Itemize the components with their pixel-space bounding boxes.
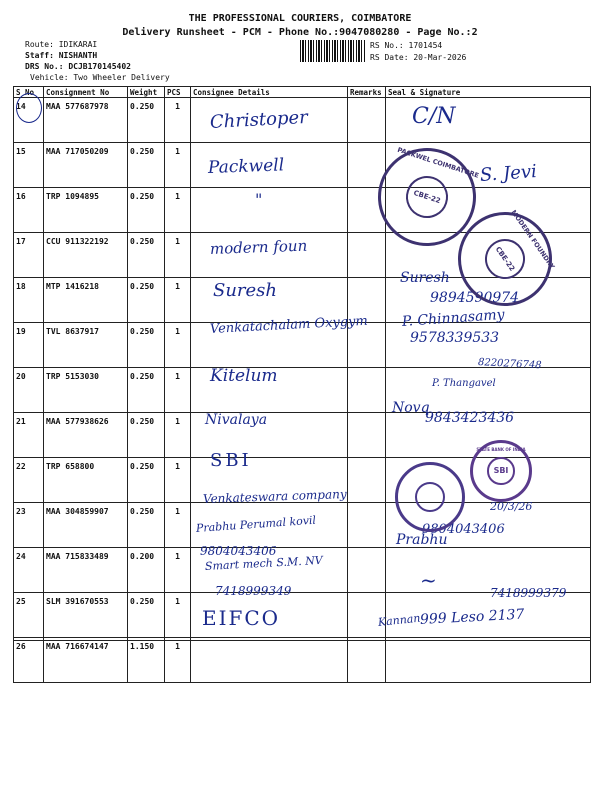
remarks-cell <box>348 233 386 278</box>
round-seal-center <box>415 482 446 513</box>
staff-label: Staff: NISHANTH <box>25 51 98 60</box>
consignment-cell: MAA 715833489 <box>44 548 128 593</box>
consignment-cell: CCU 911322192 <box>44 233 128 278</box>
sno-cell: 18 <box>14 278 44 323</box>
hw-r26-sign: Kannan <box>377 611 422 629</box>
vehicle-label: Vehicle: Two Wheeler Delivery <box>30 73 170 82</box>
company-title: THE PROFESSIONAL COURIERS, COIMBATORE <box>188 13 412 24</box>
consignment-cell: MTP 1416218 <box>44 278 128 323</box>
weight-cell: 0.250 <box>128 368 165 413</box>
remarks-cell <box>348 638 386 683</box>
sbi-stamp-ring: STATE BANK OF INDIA <box>476 447 526 452</box>
remarks-cell <box>348 413 386 458</box>
consignee-cell <box>191 638 348 683</box>
consignment-cell: MAA 577938626 <box>44 413 128 458</box>
sno-cell: 24 <box>14 548 44 593</box>
hw-r24-consignee: Prabhu Perumal kovil <box>195 513 317 535</box>
hw-r24-phone: 9804043406 <box>200 544 277 558</box>
hw-r25-phone: 7418999349 <box>215 584 292 598</box>
hw-r22-consignee: SBI <box>210 450 252 471</box>
sno-cell: 25 <box>14 593 44 638</box>
table-header-row <box>14 87 591 98</box>
hw-r24-sign: Prabhu <box>396 532 448 548</box>
col-consignee: Consignee Details <box>191 87 348 98</box>
sno-cell: 15 <box>14 143 44 188</box>
runsheet-subtitle: Delivery Runsheet - PCM - Phone No.:9047080280 - Page No.:2 <box>122 27 478 38</box>
hw-r24-phone2: 9804043406 <box>422 522 505 537</box>
hw-r19-phone: 9578339533 <box>410 330 500 346</box>
hw-r21-consignee: Nivalaya <box>205 412 268 428</box>
pcs-cell: 1 <box>165 503 191 548</box>
hw-r26-phone: 999 Leso 2137 <box>419 606 525 628</box>
hw-r19-sign: P. Chinnasamy <box>401 306 506 330</box>
col-signature: Seal & Signature <box>386 87 591 98</box>
pcs-cell: 1 <box>165 233 191 278</box>
drs-label: DRS No.: DCJB170145402 <box>25 62 131 71</box>
weight-cell: 0.250 <box>128 323 165 368</box>
weight-cell: 1.150 <box>128 638 165 683</box>
remarks-cell <box>348 98 386 143</box>
pcs-cell: 1 <box>165 98 191 143</box>
weight-cell: 0.250 <box>128 188 165 233</box>
pcs-cell: 1 <box>165 593 191 638</box>
hw-r23-consignee: Venkateswara company <box>202 486 347 506</box>
weight-cell: 0.200 <box>128 548 165 593</box>
col-weight: Weight <box>128 87 165 98</box>
table-row <box>14 368 591 413</box>
pcs-cell: 1 <box>165 278 191 323</box>
col-pcs: PCS <box>165 87 191 98</box>
consignment-cell: TRP 1094895 <box>44 188 128 233</box>
hw-r20-sign: P. Thangavel <box>432 378 496 389</box>
hw-r26-consignee: EIFCO <box>202 606 281 630</box>
sbi-stamp-center: SBI <box>487 457 515 485</box>
hw-r18-sign: Suresh <box>400 270 450 286</box>
sno-cell: 21 <box>14 413 44 458</box>
hw-r25-sign-scribble: ~ <box>420 568 437 592</box>
hw-r14-consignee: Christoper <box>209 106 309 133</box>
col-remarks: Remarks <box>348 87 386 98</box>
bottom-rule <box>13 640 590 641</box>
consignment-cell: TRP 5153030 <box>44 368 128 413</box>
consignment-cell: SLM 391670553 <box>44 593 128 638</box>
sno-cell: 26 <box>14 638 44 683</box>
route-label: Route: IDIKARAI <box>25 40 98 49</box>
weight-cell: 0.250 <box>128 503 165 548</box>
sno-circle-mark <box>16 93 42 123</box>
weight-cell: 0.250 <box>128 233 165 278</box>
remarks-cell <box>348 458 386 503</box>
sno-cell: 14 <box>14 98 44 143</box>
pcs-cell: 1 <box>165 413 191 458</box>
modern-stamp-center: CBE-22 <box>476 230 533 287</box>
hw-r18-phone: 9894590974 <box>430 290 520 306</box>
consignment-cell: MAA 716674147 <box>44 638 128 683</box>
sno-cell: 23 <box>14 503 44 548</box>
sno-cell: 22 <box>14 458 44 503</box>
weight-cell: 0.250 <box>128 593 165 638</box>
sno-cell: 20 <box>14 368 44 413</box>
hw-r21-sign: Novq <box>392 400 430 416</box>
rs-date: RS Date: 20-Mar-2026 <box>370 53 467 62</box>
pcs-cell: 1 <box>165 548 191 593</box>
hw-r20-consignee: Kitelum <box>210 366 278 386</box>
hw-r21-phone: 9843423436 <box>425 410 515 426</box>
consignment-cell: MAA 577687978 <box>44 98 128 143</box>
pcs-cell: 1 <box>165 368 191 413</box>
modern-stamp-ring: MODERN FOUNDRY <box>509 208 557 271</box>
table-row <box>14 638 591 683</box>
pcs-cell: 1 <box>165 638 191 683</box>
consignment-cell: TVL 8637917 <box>44 323 128 368</box>
hw-r15-sign: S. Jevi <box>479 161 538 186</box>
hw-r18-consignee: Suresh <box>213 280 278 301</box>
weight-cell: 0.250 <box>128 413 165 458</box>
sno-cell: 17 <box>14 233 44 278</box>
col-sno: S No <box>14 87 44 98</box>
signature-cell <box>386 638 591 683</box>
remarks-cell <box>348 368 386 413</box>
weight-cell: 0.250 <box>128 458 165 503</box>
round-seal-stamp <box>395 462 465 532</box>
packwell-stamp-center: CBE-22 <box>400 170 454 224</box>
hw-r14-sign: C/N <box>412 104 456 129</box>
col-consignment: Consignment No <box>44 87 128 98</box>
weight-cell: 0.250 <box>128 98 165 143</box>
consignee-cell <box>191 188 348 233</box>
pcs-cell: 1 <box>165 143 191 188</box>
consignment-cell: MAA 717050209 <box>44 143 128 188</box>
hw-r15-consignee: Packwell <box>207 155 285 178</box>
pcs-cell: 1 <box>165 323 191 368</box>
hw-r25-consignee: Smart mech S.M. NV <box>204 553 324 573</box>
rs-number: RS No.: 1701454 <box>370 41 443 50</box>
sno-cell: 19 <box>14 323 44 368</box>
hw-r19-consignee: Venkatachalam Oxygym <box>209 313 369 337</box>
barcode <box>300 40 366 62</box>
consignment-cell: MAA 304859907 <box>44 503 128 548</box>
sno-cell: 16 <box>14 188 44 233</box>
consignment-cell: TRP 658800 <box>44 458 128 503</box>
pcs-cell: 1 <box>165 188 191 233</box>
hw-r25-phone2: 7418999379 <box>490 586 567 600</box>
weight-cell: 0.250 <box>128 143 165 188</box>
weight-cell: 0.250 <box>128 278 165 323</box>
pcs-cell: 1 <box>165 458 191 503</box>
remarks-cell <box>348 503 386 548</box>
hw-r16-consignee: " <box>255 190 263 209</box>
hw-r24-date: 20/3/26 <box>490 500 533 513</box>
hw-r20-phone: 8220276748 <box>477 357 542 372</box>
sbi-stamp <box>470 440 532 502</box>
hw-r17-consignee: modern foun <box>209 236 308 258</box>
remarks-cell <box>348 548 386 593</box>
packwell-stamp-ring: PACKWEL COIMBATORE <box>396 145 480 180</box>
